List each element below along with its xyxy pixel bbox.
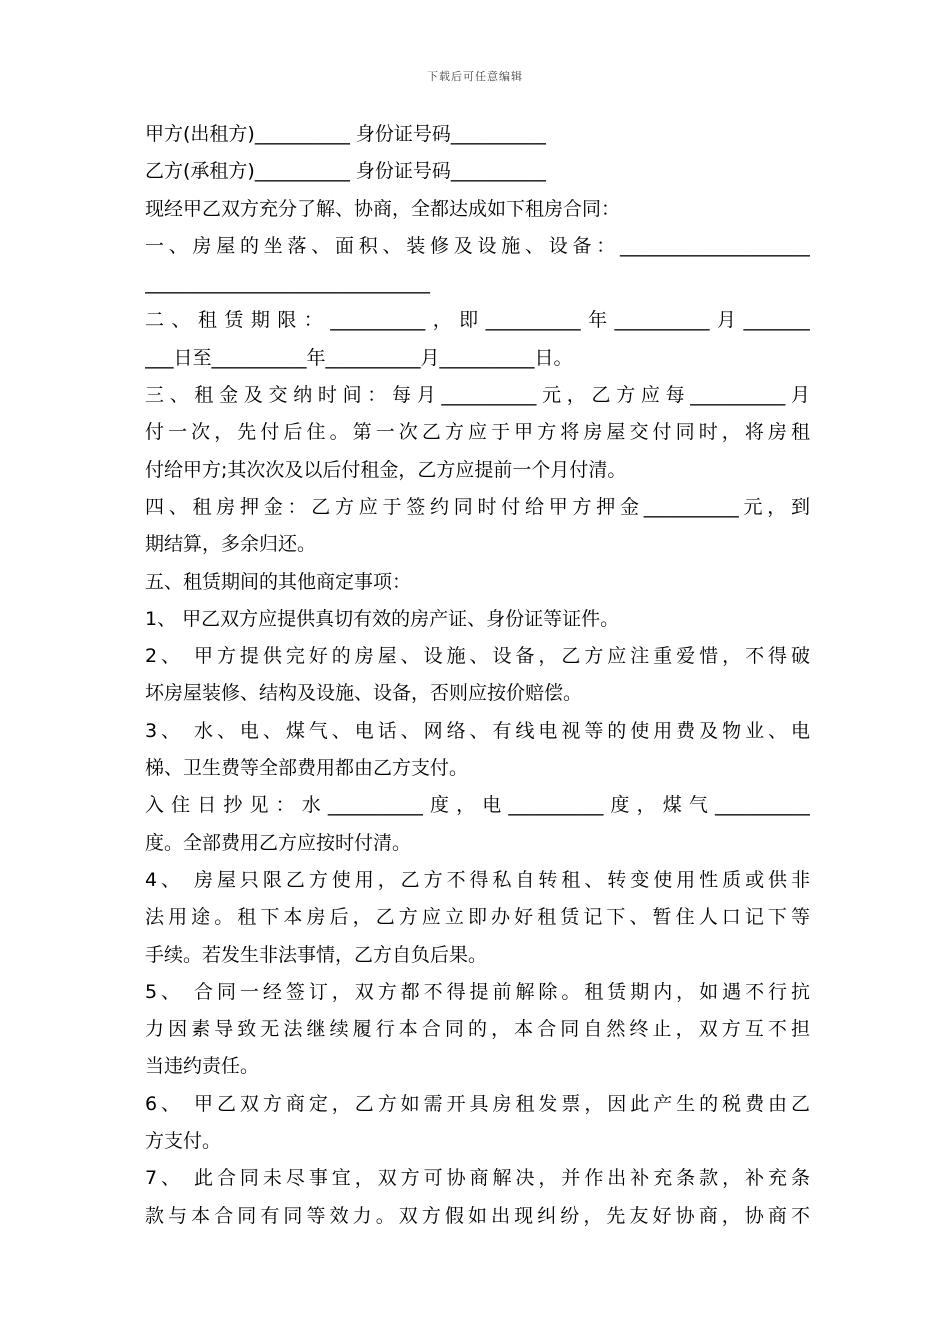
contract-line: 付一次，先付后住。第一次乙方应于甲方将房屋交付同时，将房租 (145, 421, 810, 444)
contract-line: 期结算，多余归还。 (145, 533, 317, 556)
contract-line: 入住日抄见：水__________度，电__________度，煤气__________ (145, 794, 810, 817)
contract-line: 甲方(出租方)__________ 身份证号码__________ (145, 123, 546, 145)
contract-line: 款与本合同有同等效力。双方假如出现纠纷，先友好协商，协商不 (145, 1204, 810, 1227)
contract-line: 梯、卫生费等全部费用都由乙方支付。 (145, 757, 469, 780)
contract-line: 4、 房屋只限乙方使用，乙方不得私自转租、转变使用性质或供非 (145, 868, 810, 891)
contract-line: 坏房屋装修、结构及设施、设备，否则应按价赔偿。 (145, 682, 583, 705)
contract-line: 3、 水、电、煤气、电话、网络、有线电视等的使用费及物业、电 (145, 719, 810, 742)
contract-line: 度。全部费用乙方应按时付清。 (145, 831, 412, 854)
contract-line: ___日至__________年__________月__________日。 (145, 346, 573, 369)
contract-line: 1、 甲乙双方应提供真切有效的房产证、身份证等证件。 (145, 607, 620, 630)
contract-line: 现经甲乙双方充分了解、协商，全都达成如下租房合同： (145, 197, 621, 220)
contract-line: 乙方(承租方)__________ 身份证号码__________ (145, 160, 546, 183)
contract-line: 一、房屋的坐落、面积、装修及设施、设备：____________________ (145, 234, 810, 257)
contract-line: 法用途。租下本房后，乙方应立即办好租赁记下、暂住人口记下等 (145, 906, 810, 929)
contract-line: 当违约责任。 (145, 1055, 260, 1078)
contract-line: 付给甲方;其次次及以后付租金，乙方应提前一个月付清。 (145, 458, 627, 481)
contract-line: 力因素导致无法继续履行本合同的，本合同自然终止，双方互不担 (145, 1018, 810, 1041)
contract-line: 方支付。 (145, 1130, 222, 1153)
contract-line: 2、 甲方提供完好的房屋、设施、设备，乙方应注重爱惜，不得破 (145, 645, 810, 668)
contract-body (145, 116, 810, 1235)
contract-line: 四、租房押金：乙方应于签约同时付给甲方押金__________元，到 (145, 495, 810, 518)
contract-line: 五、租赁期间的其他商定事项： (145, 570, 412, 593)
contract-line: 7、 此合同未尽事宜，双方可协商解决，并作出补充条款，补充条 (145, 1167, 810, 1190)
contract-line: ______________________________ (145, 272, 430, 295)
contract-line: 5、 合同一经签订，双方都不得提前解除。租赁期内，如遇不行抗 (145, 980, 810, 1003)
contract-line: 6、 甲乙双方商定，乙方如需开具房租发票，因此产生的税费由乙 (145, 1092, 810, 1115)
contract-line: 手续。若发生非法事情，乙方自负后果。 (145, 943, 488, 966)
page-header-note: 下载后可任意编辑 (427, 70, 523, 83)
contract-line: 三、租金及交纳时间：每月__________元，乙方应每__________月 (145, 384, 810, 407)
contract-line: 二、租赁期限：__________，即__________年__________月_______ (145, 309, 810, 332)
